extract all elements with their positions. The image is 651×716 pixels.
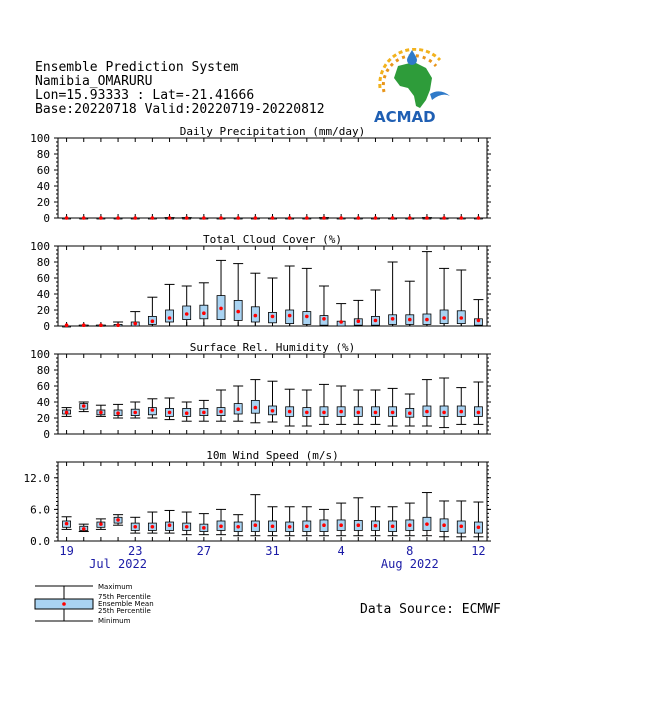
mean-dot [99, 522, 103, 526]
mean-dot [219, 216, 223, 220]
y-tick-label: 60 [36, 164, 50, 177]
mean-dot [236, 525, 240, 529]
mean-dot [305, 315, 309, 319]
mean-dot [408, 318, 412, 322]
chart-title: 10m Wind Speed (m/s) [206, 449, 339, 462]
mean-dot [305, 411, 309, 415]
mean-dot [271, 409, 275, 413]
mean-dot [442, 316, 446, 320]
y-tick-label: 100 [30, 132, 50, 145]
x-day-label: 4 [337, 544, 345, 558]
x-day-label: 31 [265, 544, 280, 558]
header-line-2: Namibia_OMARURU [35, 74, 153, 89]
mean-dot [185, 216, 189, 220]
y-tick-label: 100 [30, 240, 50, 253]
mean-dot [391, 317, 395, 321]
mean-dot [65, 323, 69, 327]
mean-dot [151, 319, 155, 323]
mean-dot [151, 216, 155, 220]
mean-dot [99, 323, 103, 327]
mean-dot [254, 314, 258, 318]
x-day-label: 19 [59, 544, 74, 558]
y-tick-label: 40 [36, 180, 50, 193]
logo-text: ACMAD [374, 108, 436, 126]
mean-dot [82, 404, 86, 408]
mean-dot [374, 411, 378, 415]
mean-dot [339, 523, 343, 527]
y-tick-label: 80 [36, 364, 50, 377]
mean-dot [425, 522, 429, 526]
mean-dot [442, 523, 446, 527]
legend-mean-dot [62, 602, 66, 606]
mean-dot [477, 526, 481, 530]
iqr-box [166, 310, 174, 322]
legend-max-label: Maximum [98, 583, 133, 591]
mean-dot [425, 410, 429, 414]
mean-dot [116, 216, 120, 220]
mean-dot [151, 408, 155, 412]
x-day-label: 12 [471, 544, 486, 558]
mean-dot [185, 411, 189, 415]
mean-dot [442, 411, 446, 415]
mean-dot [357, 411, 361, 415]
mean-dot [288, 216, 292, 220]
mean-dot [185, 525, 189, 529]
y-tick-label: 80 [36, 148, 50, 161]
mean-dot [408, 216, 412, 220]
mean-dot [168, 523, 172, 527]
y-tick-label: 60 [36, 380, 50, 393]
mean-dot [339, 216, 343, 220]
mean-dot [65, 522, 69, 526]
mean-dot [219, 524, 223, 528]
y-tick-label: 60 [36, 272, 50, 285]
plot-frame [58, 138, 487, 218]
mean-dot [133, 411, 137, 415]
x-month-label: Jul 2022 [89, 557, 147, 571]
mean-dot [65, 411, 69, 415]
mean-dot [168, 316, 172, 320]
mean-dot [288, 525, 292, 529]
mean-dot [185, 312, 189, 316]
mean-dot [442, 216, 446, 220]
mean-dot [477, 411, 481, 415]
y-tick-label: 0 [43, 428, 50, 441]
mean-dot [116, 518, 120, 522]
y-tick-label: 0 [43, 212, 50, 225]
y-tick-label: 100 [30, 348, 50, 361]
mean-dot [133, 216, 137, 220]
x-day-label: 27 [196, 544, 212, 558]
y-tick-label: 12.0 [23, 471, 50, 485]
mean-dot [236, 310, 240, 314]
y-tick-label: 80 [36, 256, 50, 269]
mean-dot [151, 525, 155, 529]
mean-dot [133, 525, 137, 529]
mean-dot [339, 410, 343, 414]
header-line-1: Ensemble Prediction System [35, 60, 239, 75]
mean-dot [477, 216, 481, 220]
mean-dot [116, 323, 120, 327]
chart-title: Total Cloud Cover (%) [202, 233, 343, 246]
y-tick-label: 0 [43, 320, 50, 333]
mean-dot [374, 216, 378, 220]
mean-dot [408, 523, 412, 527]
mean-dot [425, 318, 429, 322]
mean-dot [357, 319, 361, 323]
mean-dot [391, 216, 395, 220]
mean-dot [271, 524, 275, 528]
mean-dot [459, 410, 463, 414]
y-tick-label: 40 [36, 396, 50, 409]
chart-title: Surface Rel. Humidity (%) [189, 341, 356, 354]
mean-dot [477, 319, 481, 323]
mean-dot [133, 322, 137, 326]
mean-dot [322, 317, 326, 321]
mean-dot [374, 524, 378, 528]
mean-dot [99, 411, 103, 415]
mean-dot [168, 216, 172, 220]
mean-dot [322, 411, 326, 415]
mean-dot [202, 311, 206, 315]
mean-dot [391, 524, 395, 528]
mean-dot [82, 216, 86, 220]
y-tick-label: 20 [36, 196, 50, 209]
mean-dot [459, 524, 463, 528]
mean-dot [219, 307, 223, 311]
mean-dot [288, 410, 292, 414]
mean-dot [305, 216, 309, 220]
mean-dot [116, 411, 120, 415]
mean-dot [305, 524, 309, 528]
mean-dot [357, 216, 361, 220]
mean-dot [459, 316, 463, 320]
mean-dot [202, 216, 206, 220]
mean-dot [202, 411, 206, 415]
legend-p75-label: 75th Percentile [98, 593, 151, 601]
mean-dot [168, 411, 172, 415]
mean-dot [202, 526, 206, 530]
mean-dot [322, 523, 326, 527]
y-tick-label: 40 [36, 288, 50, 301]
mean-dot [219, 410, 223, 414]
x-day-label: 8 [406, 544, 414, 558]
mean-dot [254, 406, 258, 410]
mean-dot [236, 407, 240, 411]
legend-min-label: Minimum [98, 617, 131, 625]
mean-dot [254, 216, 258, 220]
mean-dot [271, 216, 275, 220]
y-tick-label: 20 [36, 412, 50, 425]
mean-dot [357, 523, 361, 527]
y-tick-label: 0.0 [30, 535, 50, 548]
header-line-3: Lon=15.93333 : Lat=-21.41666 [35, 88, 255, 103]
mean-dot [288, 314, 292, 318]
mean-dot [339, 320, 343, 324]
legend-mean-label: Ensemble Mean [98, 600, 154, 608]
mean-dot [322, 216, 326, 220]
chart-title: Daily Precipitation (mm/day) [179, 125, 366, 138]
mean-dot [459, 216, 463, 220]
y-tick-label: 20 [36, 304, 50, 317]
x-month-label: Aug 2022 [380, 557, 439, 571]
mean-dot [65, 216, 69, 220]
mean-dot [82, 323, 86, 327]
mean-dot [271, 315, 275, 319]
y-tick-label: 6.0 [30, 503, 50, 517]
mean-dot [374, 319, 378, 323]
mean-dot [425, 216, 429, 220]
x-day-label: 23 [127, 544, 143, 558]
data-source: Data Source: ECMWF [360, 602, 501, 617]
mean-dot [236, 216, 240, 220]
mean-dot [254, 523, 258, 527]
header-line-4: Base:20220718 Valid:20220719-20220812 [35, 102, 325, 117]
legend-p25-label: 25th Percentile [98, 607, 151, 615]
mean-dot [391, 411, 395, 415]
mean-dot [82, 527, 86, 531]
mean-dot [408, 411, 412, 415]
mean-dot [99, 216, 103, 220]
